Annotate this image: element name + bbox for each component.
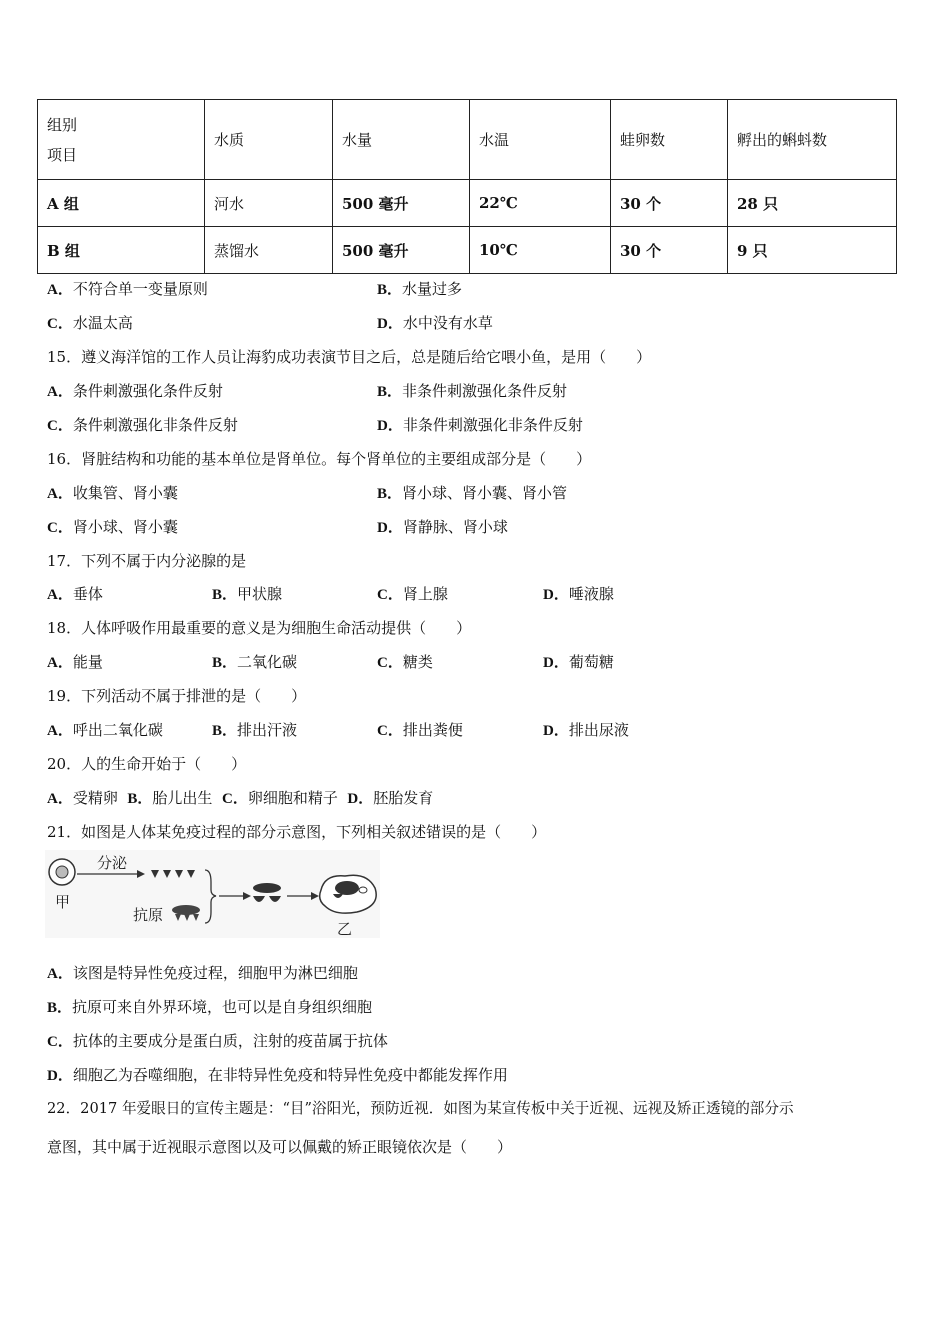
table-header-cell: 水质 xyxy=(205,100,333,180)
table-cell: 22℃ xyxy=(470,180,611,227)
q19-option-a: A．呼出二氧化碳 xyxy=(47,721,163,739)
q15-option-c: C．条件刺激强化非条件反射 xyxy=(47,416,238,434)
q16-option-b: B．肾小球、肾小囊、肾小管 xyxy=(377,484,568,502)
q19-option-b: B．排出汗液 xyxy=(212,721,298,739)
antigen-label: 抗原 xyxy=(133,906,164,924)
q22-stem-line2: 意图，其中属于近视眼示意图以及可以佩戴的矫正眼镜依次是（ ） xyxy=(47,1138,513,1156)
table-cell: 28 只 xyxy=(728,180,897,227)
table-row xyxy=(38,180,897,227)
table-cell: A 组 xyxy=(38,180,205,227)
q18-option-d: D．葡萄糖 xyxy=(543,653,614,671)
q22-stem-line1: 22．2017 年爱眼日的宣传主题是：“目”浴阳光，预防近视．如图为某宣传板中关于近视、远视及矫正透镜的部分示 xyxy=(47,1100,794,1117)
q18-stem: 18．人体呼吸作用最重要的意义是为细胞生命活动提供（ ） xyxy=(47,619,472,637)
q16-option-c: C．肾小球、肾小囊 xyxy=(47,518,178,536)
q14-option-d: D．水中没有水草 xyxy=(377,314,493,332)
table-header-cell: 水温 xyxy=(470,100,611,180)
q19-option-d: D．排出尿液 xyxy=(543,721,629,739)
q17-option-b: B．甲状腺 xyxy=(212,585,283,603)
header-item-label: 项目 xyxy=(47,145,78,164)
q15-option-d: D．非条件刺激强化非条件反射 xyxy=(377,416,583,434)
header-group-label: 组别 xyxy=(47,115,78,134)
table-cell: 30 个 xyxy=(611,180,728,227)
q21-option-c: C．抗体的主要成分是蛋白质，注射的疫苗属于抗体 xyxy=(47,1032,388,1050)
q14-option-b: B．水量过多 xyxy=(377,280,463,298)
q21-stem: 21．如图是人体某免疫过程的部分示意图，下列相关叙述错误的是（ ） xyxy=(47,823,547,841)
q15-option-a: A．条件刺激强化条件反射 xyxy=(47,382,223,400)
q15-option-b: B．非条件刺激强化条件反射 xyxy=(377,382,568,400)
table-cell: 蒸馏水 xyxy=(205,227,333,274)
q21-option-b: B．抗原可来自外界环境，也可以是自身组织细胞 xyxy=(47,998,373,1016)
q18-option-a: A．能量 xyxy=(47,653,103,671)
cell-a-label: 甲 xyxy=(55,893,71,911)
cell-b-icon xyxy=(320,875,377,913)
table-header-row xyxy=(38,100,897,180)
q20-stem: 20．人的生命开始于（ ） xyxy=(47,755,247,773)
q18-option-c: C．糖类 xyxy=(377,653,433,671)
table-row xyxy=(38,227,897,274)
q16-option-d: D．肾静脉、肾小球 xyxy=(377,518,508,536)
q17-option-a: A．垂体 xyxy=(47,585,103,603)
q14-option-a: A．不符合单一变量原则 xyxy=(47,280,208,298)
secrete-label: 分泌 xyxy=(97,854,128,872)
experiment-table xyxy=(37,99,897,274)
q18-option-b: B．二氧化碳 xyxy=(212,653,298,671)
q21-option-d: D．细胞乙为吞噬细胞，在非特异性免疫和特异性免疫中都能发挥作用 xyxy=(47,1066,508,1084)
table-header-cell: 孵出的蝌蚪数 xyxy=(728,100,897,180)
table-cell: 30 个 xyxy=(611,227,728,274)
table-cell: 500 毫升 xyxy=(333,180,470,227)
table-header-cell: 蛙卵数 xyxy=(611,100,728,180)
q19-option-c: C．排出粪便 xyxy=(377,721,463,739)
q17-option-c: C．肾上腺 xyxy=(377,585,448,603)
q20-options: A．受精卵 B．胎儿出生 C．卵细胞和精子 D．胚胎发育 xyxy=(47,789,434,807)
table-cell: 10℃ xyxy=(470,227,611,274)
q15-stem: 15．遵义海洋馆的工作人员让海豹成功表演节目之后，总是随后给它喂小鱼，是用（ ） xyxy=(47,348,652,366)
q17-stem: 17．下列不属于内分泌腺的是 xyxy=(47,552,247,570)
table-cell: 河水 xyxy=(205,180,333,227)
q17-option-d: D．唾液腺 xyxy=(543,585,614,603)
cell-b-label: 乙 xyxy=(337,920,353,938)
table-cell: 9 只 xyxy=(728,227,897,274)
q21-option-a: A．该图是特异性免疫过程，细胞甲为淋巴细胞 xyxy=(47,964,358,982)
table-header-cell: 水量 xyxy=(333,100,470,180)
cell-a-icon xyxy=(49,859,75,885)
q19-stem: 19．下列活动不属于排泄的是（ ） xyxy=(47,687,307,705)
table-cell: 500 毫升 xyxy=(333,227,470,274)
q16-stem: 16．肾脏结构和功能的基本单位是肾单位。每个肾单位的主要组成部分是（ ） xyxy=(47,450,592,468)
table-header-cell xyxy=(38,100,205,180)
immune-process-diagram xyxy=(45,850,380,938)
q14-option-c: C．水温太高 xyxy=(47,314,133,332)
table-cell: B 组 xyxy=(38,227,205,274)
q16-option-a: A．收集管、肾小囊 xyxy=(47,484,178,502)
